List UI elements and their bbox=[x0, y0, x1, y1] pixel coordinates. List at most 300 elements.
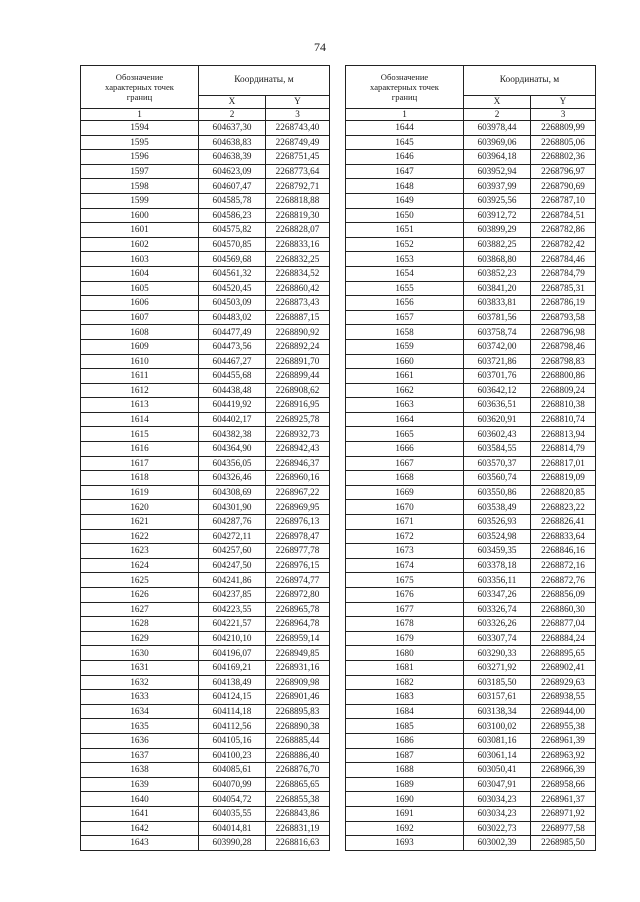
table-body bbox=[81, 121, 330, 851]
y-coordinate-cell: 2268944,00 bbox=[531, 704, 596, 719]
x-coordinate-cell: 603742,00 bbox=[464, 339, 531, 354]
x-coordinate-cell: 603138,34 bbox=[464, 704, 531, 719]
point-label-header: Обозначение характерных точек границ bbox=[346, 66, 464, 109]
table-row bbox=[81, 777, 330, 792]
x-coordinate-cell: 603584,55 bbox=[464, 442, 531, 457]
table-row bbox=[346, 266, 596, 281]
y-coordinate-cell: 2268977,78 bbox=[266, 544, 330, 559]
y-coordinate-cell: 2268929,63 bbox=[531, 675, 596, 690]
point-id-cell: 1686 bbox=[346, 733, 464, 748]
y-coordinate-cell: 2268773,64 bbox=[266, 164, 330, 179]
y-coordinate-cell: 2268931,16 bbox=[266, 660, 330, 675]
y-coordinate-cell: 2268960,16 bbox=[266, 471, 330, 486]
y-coordinate-cell: 2268971,92 bbox=[531, 806, 596, 821]
table-row bbox=[346, 777, 596, 792]
point-id-cell: 1599 bbox=[81, 193, 199, 208]
x-coordinate-cell: 604561,32 bbox=[199, 266, 266, 281]
y-coordinate-cell: 2268786,19 bbox=[531, 296, 596, 311]
page-number: 74 bbox=[314, 40, 326, 54]
table-row bbox=[346, 544, 596, 559]
point-id-cell: 1646 bbox=[346, 150, 464, 165]
y-coordinate-cell: 2268895,65 bbox=[531, 646, 596, 661]
y-coordinate-cell: 2268817,01 bbox=[531, 456, 596, 471]
y-coordinate-cell: 2268810,38 bbox=[531, 398, 596, 413]
x-header: X bbox=[464, 96, 531, 109]
x-coordinate-cell: 604014,81 bbox=[199, 821, 266, 836]
table-row bbox=[81, 150, 330, 165]
point-id-cell: 1598 bbox=[81, 179, 199, 194]
y-coordinate-cell: 2268890,38 bbox=[266, 719, 330, 734]
point-id-cell: 1596 bbox=[81, 150, 199, 165]
table-row bbox=[81, 208, 330, 223]
point-id-cell: 1640 bbox=[81, 792, 199, 807]
table-row bbox=[346, 836, 596, 851]
y-coordinate-cell: 2268809,99 bbox=[531, 121, 596, 136]
y-coordinate-cell: 2268916,95 bbox=[266, 398, 330, 413]
y-coordinate-cell: 2268798,46 bbox=[531, 339, 596, 354]
point-id-cell: 1609 bbox=[81, 339, 199, 354]
point-id-cell: 1692 bbox=[346, 821, 464, 836]
point-id-cell: 1605 bbox=[81, 281, 199, 296]
y-coordinate-cell: 2268826,41 bbox=[531, 515, 596, 530]
x-coordinate-cell: 603459,35 bbox=[464, 544, 531, 559]
y-coordinate-cell: 2268860,30 bbox=[531, 602, 596, 617]
x-coordinate-cell: 604586,23 bbox=[199, 208, 266, 223]
table-row bbox=[346, 719, 596, 734]
x-coordinate-cell: 603602,43 bbox=[464, 427, 531, 442]
table-row bbox=[81, 427, 330, 442]
column-number: 3 bbox=[266, 109, 330, 121]
x-coordinate-cell: 604623,09 bbox=[199, 164, 266, 179]
x-coordinate-cell: 604483,02 bbox=[199, 310, 266, 325]
y-coordinate-cell: 2268964,78 bbox=[266, 617, 330, 632]
y-coordinate-cell: 2268872,16 bbox=[531, 558, 596, 573]
table-row bbox=[81, 193, 330, 208]
x-coordinate-cell: 603570,37 bbox=[464, 456, 531, 471]
y-coordinate-cell: 2268978,47 bbox=[266, 529, 330, 544]
point-id-cell: 1660 bbox=[346, 354, 464, 369]
table-row bbox=[81, 179, 330, 194]
point-id-cell: 1674 bbox=[346, 558, 464, 573]
table-row bbox=[346, 150, 596, 165]
point-id-cell: 1663 bbox=[346, 398, 464, 413]
table-row bbox=[346, 237, 596, 252]
table-row bbox=[346, 442, 596, 457]
x-coordinate-cell: 604402,17 bbox=[199, 412, 266, 427]
x-coordinate-cell: 604503,09 bbox=[199, 296, 266, 311]
x-coordinate-cell: 603899,29 bbox=[464, 223, 531, 238]
point-id-cell: 1685 bbox=[346, 719, 464, 734]
point-id-cell: 1670 bbox=[346, 500, 464, 515]
x-coordinate-cell: 603002,39 bbox=[464, 836, 531, 851]
table-row bbox=[346, 821, 596, 836]
table-row bbox=[346, 602, 596, 617]
point-id-cell: 1655 bbox=[346, 281, 464, 296]
table-row bbox=[81, 339, 330, 354]
y-coordinate-cell: 2268942,43 bbox=[266, 442, 330, 457]
x-coordinate-cell: 604114,18 bbox=[199, 704, 266, 719]
x-coordinate-cell: 603047,91 bbox=[464, 777, 531, 792]
x-coordinate-cell: 603978,44 bbox=[464, 121, 531, 136]
y-coordinate-cell: 2268819,09 bbox=[531, 471, 596, 486]
x-coordinate-cell: 604054,72 bbox=[199, 792, 266, 807]
point-id-cell: 1601 bbox=[81, 223, 199, 238]
point-id-cell: 1654 bbox=[346, 266, 464, 281]
point-id-cell: 1627 bbox=[81, 602, 199, 617]
point-id-cell: 1682 bbox=[346, 675, 464, 690]
table-row bbox=[346, 310, 596, 325]
x-coordinate-cell: 603636,51 bbox=[464, 398, 531, 413]
y-coordinate-cell: 2268792,71 bbox=[266, 179, 330, 194]
y-coordinate-cell: 2268887,15 bbox=[266, 310, 330, 325]
point-id-cell: 1679 bbox=[346, 631, 464, 646]
point-id-cell: 1643 bbox=[81, 836, 199, 851]
table-row bbox=[346, 573, 596, 588]
point-id-cell: 1693 bbox=[346, 836, 464, 851]
point-id-cell: 1638 bbox=[81, 763, 199, 778]
point-id-cell: 1691 bbox=[346, 806, 464, 821]
x-coordinate-cell: 603781,56 bbox=[464, 310, 531, 325]
table-row bbox=[81, 646, 330, 661]
y-coordinate-cell: 2268976,13 bbox=[266, 515, 330, 530]
y-coordinate-cell: 2268961,39 bbox=[531, 733, 596, 748]
y-coordinate-cell: 2268856,09 bbox=[531, 588, 596, 603]
x-coordinate-cell: 604356,05 bbox=[199, 456, 266, 471]
y-coordinate-cell: 2268798,83 bbox=[531, 354, 596, 369]
table-row bbox=[81, 325, 330, 340]
table-row bbox=[346, 179, 596, 194]
point-id-cell: 1607 bbox=[81, 310, 199, 325]
point-label-header: Обозначение характерных точек границ bbox=[81, 66, 199, 109]
x-coordinate-cell: 603721,86 bbox=[464, 354, 531, 369]
table-row bbox=[346, 252, 596, 267]
y-coordinate-cell: 2268959,14 bbox=[266, 631, 330, 646]
x-coordinate-cell: 604301,90 bbox=[199, 500, 266, 515]
y-coordinate-cell: 2268743,40 bbox=[266, 121, 330, 136]
point-id-cell: 1623 bbox=[81, 544, 199, 559]
table-row bbox=[81, 500, 330, 515]
point-id-cell: 1616 bbox=[81, 442, 199, 457]
point-id-cell: 1603 bbox=[81, 252, 199, 267]
x-coordinate-cell: 603050,41 bbox=[464, 763, 531, 778]
x-coordinate-cell: 603326,26 bbox=[464, 617, 531, 632]
point-id-cell: 1653 bbox=[346, 252, 464, 267]
table-row bbox=[346, 325, 596, 340]
point-id-cell: 1611 bbox=[81, 369, 199, 384]
table-row bbox=[346, 515, 596, 530]
point-id-cell: 1676 bbox=[346, 588, 464, 603]
x-coordinate-cell: 604308,69 bbox=[199, 485, 266, 500]
point-id-cell: 1620 bbox=[81, 500, 199, 515]
y-coordinate-cell: 2268793,58 bbox=[531, 310, 596, 325]
point-id-cell: 1690 bbox=[346, 792, 464, 807]
y-coordinate-cell: 2268818,88 bbox=[266, 193, 330, 208]
x-coordinate-cell: 604223,55 bbox=[199, 602, 266, 617]
table-row bbox=[81, 252, 330, 267]
point-id-cell: 1680 bbox=[346, 646, 464, 661]
table-row bbox=[81, 675, 330, 690]
point-id-cell: 1595 bbox=[81, 135, 199, 150]
x-coordinate-cell: 604124,15 bbox=[199, 690, 266, 705]
table-row bbox=[81, 602, 330, 617]
table-row bbox=[81, 281, 330, 296]
table-row bbox=[81, 135, 330, 150]
y-coordinate-cell: 2268938,55 bbox=[531, 690, 596, 705]
point-id-cell: 1657 bbox=[346, 310, 464, 325]
table-row bbox=[346, 456, 596, 471]
point-id-cell: 1678 bbox=[346, 617, 464, 632]
point-id-cell: 1628 bbox=[81, 617, 199, 632]
x-coordinate-cell: 604257,60 bbox=[199, 544, 266, 559]
y-coordinate-cell: 2268831,19 bbox=[266, 821, 330, 836]
y-coordinate-cell: 2268828,07 bbox=[266, 223, 330, 238]
y-coordinate-cell: 2268961,37 bbox=[531, 792, 596, 807]
y-coordinate-cell: 2268855,38 bbox=[266, 792, 330, 807]
point-id-cell: 1600 bbox=[81, 208, 199, 223]
table-row bbox=[81, 733, 330, 748]
table-row bbox=[81, 529, 330, 544]
y-coordinate-cell: 2268814,79 bbox=[531, 442, 596, 457]
table-row bbox=[81, 296, 330, 311]
y-coordinate-cell: 2268958,66 bbox=[531, 777, 596, 792]
table-row bbox=[346, 208, 596, 223]
table-row bbox=[346, 500, 596, 515]
y-coordinate-cell: 2268784,51 bbox=[531, 208, 596, 223]
x-coordinate-cell: 604455,68 bbox=[199, 369, 266, 384]
point-id-cell: 1650 bbox=[346, 208, 464, 223]
table-row bbox=[81, 310, 330, 325]
coordinates-table-right bbox=[345, 65, 596, 851]
table-row bbox=[346, 164, 596, 179]
table-row bbox=[346, 193, 596, 208]
point-id-cell: 1629 bbox=[81, 631, 199, 646]
table-row bbox=[81, 121, 330, 136]
table-row bbox=[346, 660, 596, 675]
x-coordinate-cell: 604438,48 bbox=[199, 383, 266, 398]
table-row bbox=[346, 412, 596, 427]
table-row bbox=[346, 471, 596, 486]
table-row bbox=[346, 617, 596, 632]
y-coordinate-cell: 2268796,97 bbox=[531, 164, 596, 179]
y-coordinate-cell: 2268890,92 bbox=[266, 325, 330, 340]
x-coordinate-cell: 604473,56 bbox=[199, 339, 266, 354]
table-row bbox=[81, 558, 330, 573]
y-coordinate-cell: 2268832,25 bbox=[266, 252, 330, 267]
point-id-cell: 1649 bbox=[346, 193, 464, 208]
y-coordinate-cell: 2268809,24 bbox=[531, 383, 596, 398]
point-id-cell: 1597 bbox=[81, 164, 199, 179]
x-coordinate-cell: 604569,68 bbox=[199, 252, 266, 267]
x-coordinate-cell: 603964,18 bbox=[464, 150, 531, 165]
y-coordinate-cell: 2268886,40 bbox=[266, 748, 330, 763]
point-id-cell: 1645 bbox=[346, 135, 464, 150]
table-row bbox=[81, 223, 330, 238]
y-coordinate-cell: 2268877,04 bbox=[531, 617, 596, 632]
x-coordinate-cell: 604638,83 bbox=[199, 135, 266, 150]
x-coordinate-cell: 604100,23 bbox=[199, 748, 266, 763]
table-row bbox=[346, 529, 596, 544]
y-coordinate-cell: 2268965,78 bbox=[266, 602, 330, 617]
table-row bbox=[346, 763, 596, 778]
point-id-cell: 1632 bbox=[81, 675, 199, 690]
point-id-cell: 1673 bbox=[346, 544, 464, 559]
x-coordinate-cell: 603937,99 bbox=[464, 179, 531, 194]
point-id-cell: 1631 bbox=[81, 660, 199, 675]
point-id-cell: 1683 bbox=[346, 690, 464, 705]
table-row bbox=[346, 631, 596, 646]
x-coordinate-cell: 604210,10 bbox=[199, 631, 266, 646]
y-coordinate-cell: 2268819,30 bbox=[266, 208, 330, 223]
point-id-cell: 1687 bbox=[346, 748, 464, 763]
y-coordinate-cell: 2268885,44 bbox=[266, 733, 330, 748]
x-coordinate-cell: 603185,50 bbox=[464, 675, 531, 690]
x-coordinate-cell: 604105,16 bbox=[199, 733, 266, 748]
table-row bbox=[346, 383, 596, 398]
x-coordinate-cell: 604477,49 bbox=[199, 325, 266, 340]
point-id-cell: 1635 bbox=[81, 719, 199, 734]
x-coordinate-cell: 603157,61 bbox=[464, 690, 531, 705]
y-coordinate-cell: 2268782,86 bbox=[531, 223, 596, 238]
point-id-cell: 1621 bbox=[81, 515, 199, 530]
y-coordinate-cell: 2268946,37 bbox=[266, 456, 330, 471]
table-row bbox=[346, 281, 596, 296]
coordinates-table-left bbox=[80, 65, 330, 851]
table-row bbox=[81, 690, 330, 705]
table-row bbox=[81, 617, 330, 632]
table-row bbox=[81, 471, 330, 486]
table-row bbox=[346, 296, 596, 311]
table-row bbox=[346, 733, 596, 748]
x-coordinate-cell: 603912,72 bbox=[464, 208, 531, 223]
x-coordinate-cell: 604467,27 bbox=[199, 354, 266, 369]
point-id-cell: 1626 bbox=[81, 588, 199, 603]
x-coordinate-cell: 604419,92 bbox=[199, 398, 266, 413]
y-coordinate-cell: 2268872,76 bbox=[531, 573, 596, 588]
x-coordinate-cell: 603833,81 bbox=[464, 296, 531, 311]
y-coordinate-cell: 2268787,10 bbox=[531, 193, 596, 208]
x-coordinate-cell: 603952,94 bbox=[464, 164, 531, 179]
y-coordinate-cell: 2268800,86 bbox=[531, 369, 596, 384]
point-id-cell: 1642 bbox=[81, 821, 199, 836]
x-coordinate-cell: 604364,90 bbox=[199, 442, 266, 457]
x-coordinate-cell: 604382,38 bbox=[199, 427, 266, 442]
table-row bbox=[346, 427, 596, 442]
x-coordinate-cell: 603081,16 bbox=[464, 733, 531, 748]
table-row bbox=[81, 266, 330, 281]
y-coordinate-cell: 2268843,86 bbox=[266, 806, 330, 821]
table-row bbox=[346, 704, 596, 719]
y-coordinate-cell: 2268782,42 bbox=[531, 237, 596, 252]
point-id-cell: 1666 bbox=[346, 442, 464, 457]
x-coordinate-cell: 603034,23 bbox=[464, 806, 531, 821]
y-coordinate-cell: 2268895,83 bbox=[266, 704, 330, 719]
x-coordinate-cell: 604326,46 bbox=[199, 471, 266, 486]
column-number: 2 bbox=[464, 109, 531, 121]
x-header: X bbox=[199, 96, 266, 109]
y-coordinate-cell: 2268873,43 bbox=[266, 296, 330, 311]
y-coordinate-cell: 2268813,94 bbox=[531, 427, 596, 442]
y-coordinate-cell: 2268865,65 bbox=[266, 777, 330, 792]
table-row bbox=[346, 748, 596, 763]
y-coordinate-cell: 2268969,95 bbox=[266, 500, 330, 515]
y-coordinate-cell: 2268892,24 bbox=[266, 339, 330, 354]
point-id-cell: 1608 bbox=[81, 325, 199, 340]
table-row bbox=[81, 354, 330, 369]
y-coordinate-cell: 2268949,85 bbox=[266, 646, 330, 661]
y-coordinate-cell: 2268909,98 bbox=[266, 675, 330, 690]
x-coordinate-cell: 604138,49 bbox=[199, 675, 266, 690]
x-coordinate-cell: 603990,28 bbox=[199, 836, 266, 851]
point-id-cell: 1625 bbox=[81, 573, 199, 588]
table-row bbox=[346, 588, 596, 603]
y-coordinate-cell: 2268784,46 bbox=[531, 252, 596, 267]
point-id-cell: 1671 bbox=[346, 515, 464, 530]
y-coordinate-cell: 2268785,31 bbox=[531, 281, 596, 296]
y-coordinate-cell: 2268955,38 bbox=[531, 719, 596, 734]
y-coordinate-cell: 2268749,49 bbox=[266, 135, 330, 150]
y-coordinate-cell: 2268901,46 bbox=[266, 690, 330, 705]
point-id-cell: 1636 bbox=[81, 733, 199, 748]
x-coordinate-cell: 604085,61 bbox=[199, 763, 266, 778]
table-row bbox=[81, 544, 330, 559]
point-id-cell: 1639 bbox=[81, 777, 199, 792]
point-id-cell: 1662 bbox=[346, 383, 464, 398]
y-coordinate-cell: 2268833,16 bbox=[266, 237, 330, 252]
point-id-cell: 1669 bbox=[346, 485, 464, 500]
table-row bbox=[346, 675, 596, 690]
y-coordinate-cell: 2268820,85 bbox=[531, 485, 596, 500]
x-coordinate-cell: 604637,30 bbox=[199, 121, 266, 136]
point-id-cell: 1618 bbox=[81, 471, 199, 486]
point-id-cell: 1617 bbox=[81, 456, 199, 471]
table-row bbox=[81, 456, 330, 471]
table-row bbox=[346, 558, 596, 573]
x-coordinate-cell: 603560,74 bbox=[464, 471, 531, 486]
point-id-cell: 1659 bbox=[346, 339, 464, 354]
column-number: 1 bbox=[81, 109, 199, 121]
x-coordinate-cell: 603290,33 bbox=[464, 646, 531, 661]
y-coordinate-cell: 2268902,41 bbox=[531, 660, 596, 675]
table-row bbox=[81, 806, 330, 821]
x-coordinate-cell: 603347,26 bbox=[464, 588, 531, 603]
table-row bbox=[81, 573, 330, 588]
x-coordinate-cell: 603526,93 bbox=[464, 515, 531, 530]
point-id-cell: 1656 bbox=[346, 296, 464, 311]
x-coordinate-cell: 603758,74 bbox=[464, 325, 531, 340]
y-coordinate-cell: 2268876,70 bbox=[266, 763, 330, 778]
y-coordinate-cell: 2268985,50 bbox=[531, 836, 596, 851]
point-id-cell: 1594 bbox=[81, 121, 199, 136]
x-coordinate-cell: 603701,76 bbox=[464, 369, 531, 384]
x-coordinate-cell: 604638,39 bbox=[199, 150, 266, 165]
table-row bbox=[346, 792, 596, 807]
point-id-cell: 1661 bbox=[346, 369, 464, 384]
table-body bbox=[346, 121, 596, 851]
point-id-cell: 1634 bbox=[81, 704, 199, 719]
x-coordinate-cell: 603550,86 bbox=[464, 485, 531, 500]
x-coordinate-cell: 603841,20 bbox=[464, 281, 531, 296]
x-coordinate-cell: 604575,82 bbox=[199, 223, 266, 238]
point-id-cell: 1606 bbox=[81, 296, 199, 311]
point-id-cell: 1614 bbox=[81, 412, 199, 427]
x-coordinate-cell: 603524,98 bbox=[464, 529, 531, 544]
column-number: 1 bbox=[346, 109, 464, 121]
y-coordinate-cell: 2268802,36 bbox=[531, 150, 596, 165]
x-coordinate-cell: 604035,55 bbox=[199, 806, 266, 821]
table-row bbox=[81, 398, 330, 413]
y-coordinate-cell: 2268846,16 bbox=[531, 544, 596, 559]
point-id-cell: 1647 bbox=[346, 164, 464, 179]
